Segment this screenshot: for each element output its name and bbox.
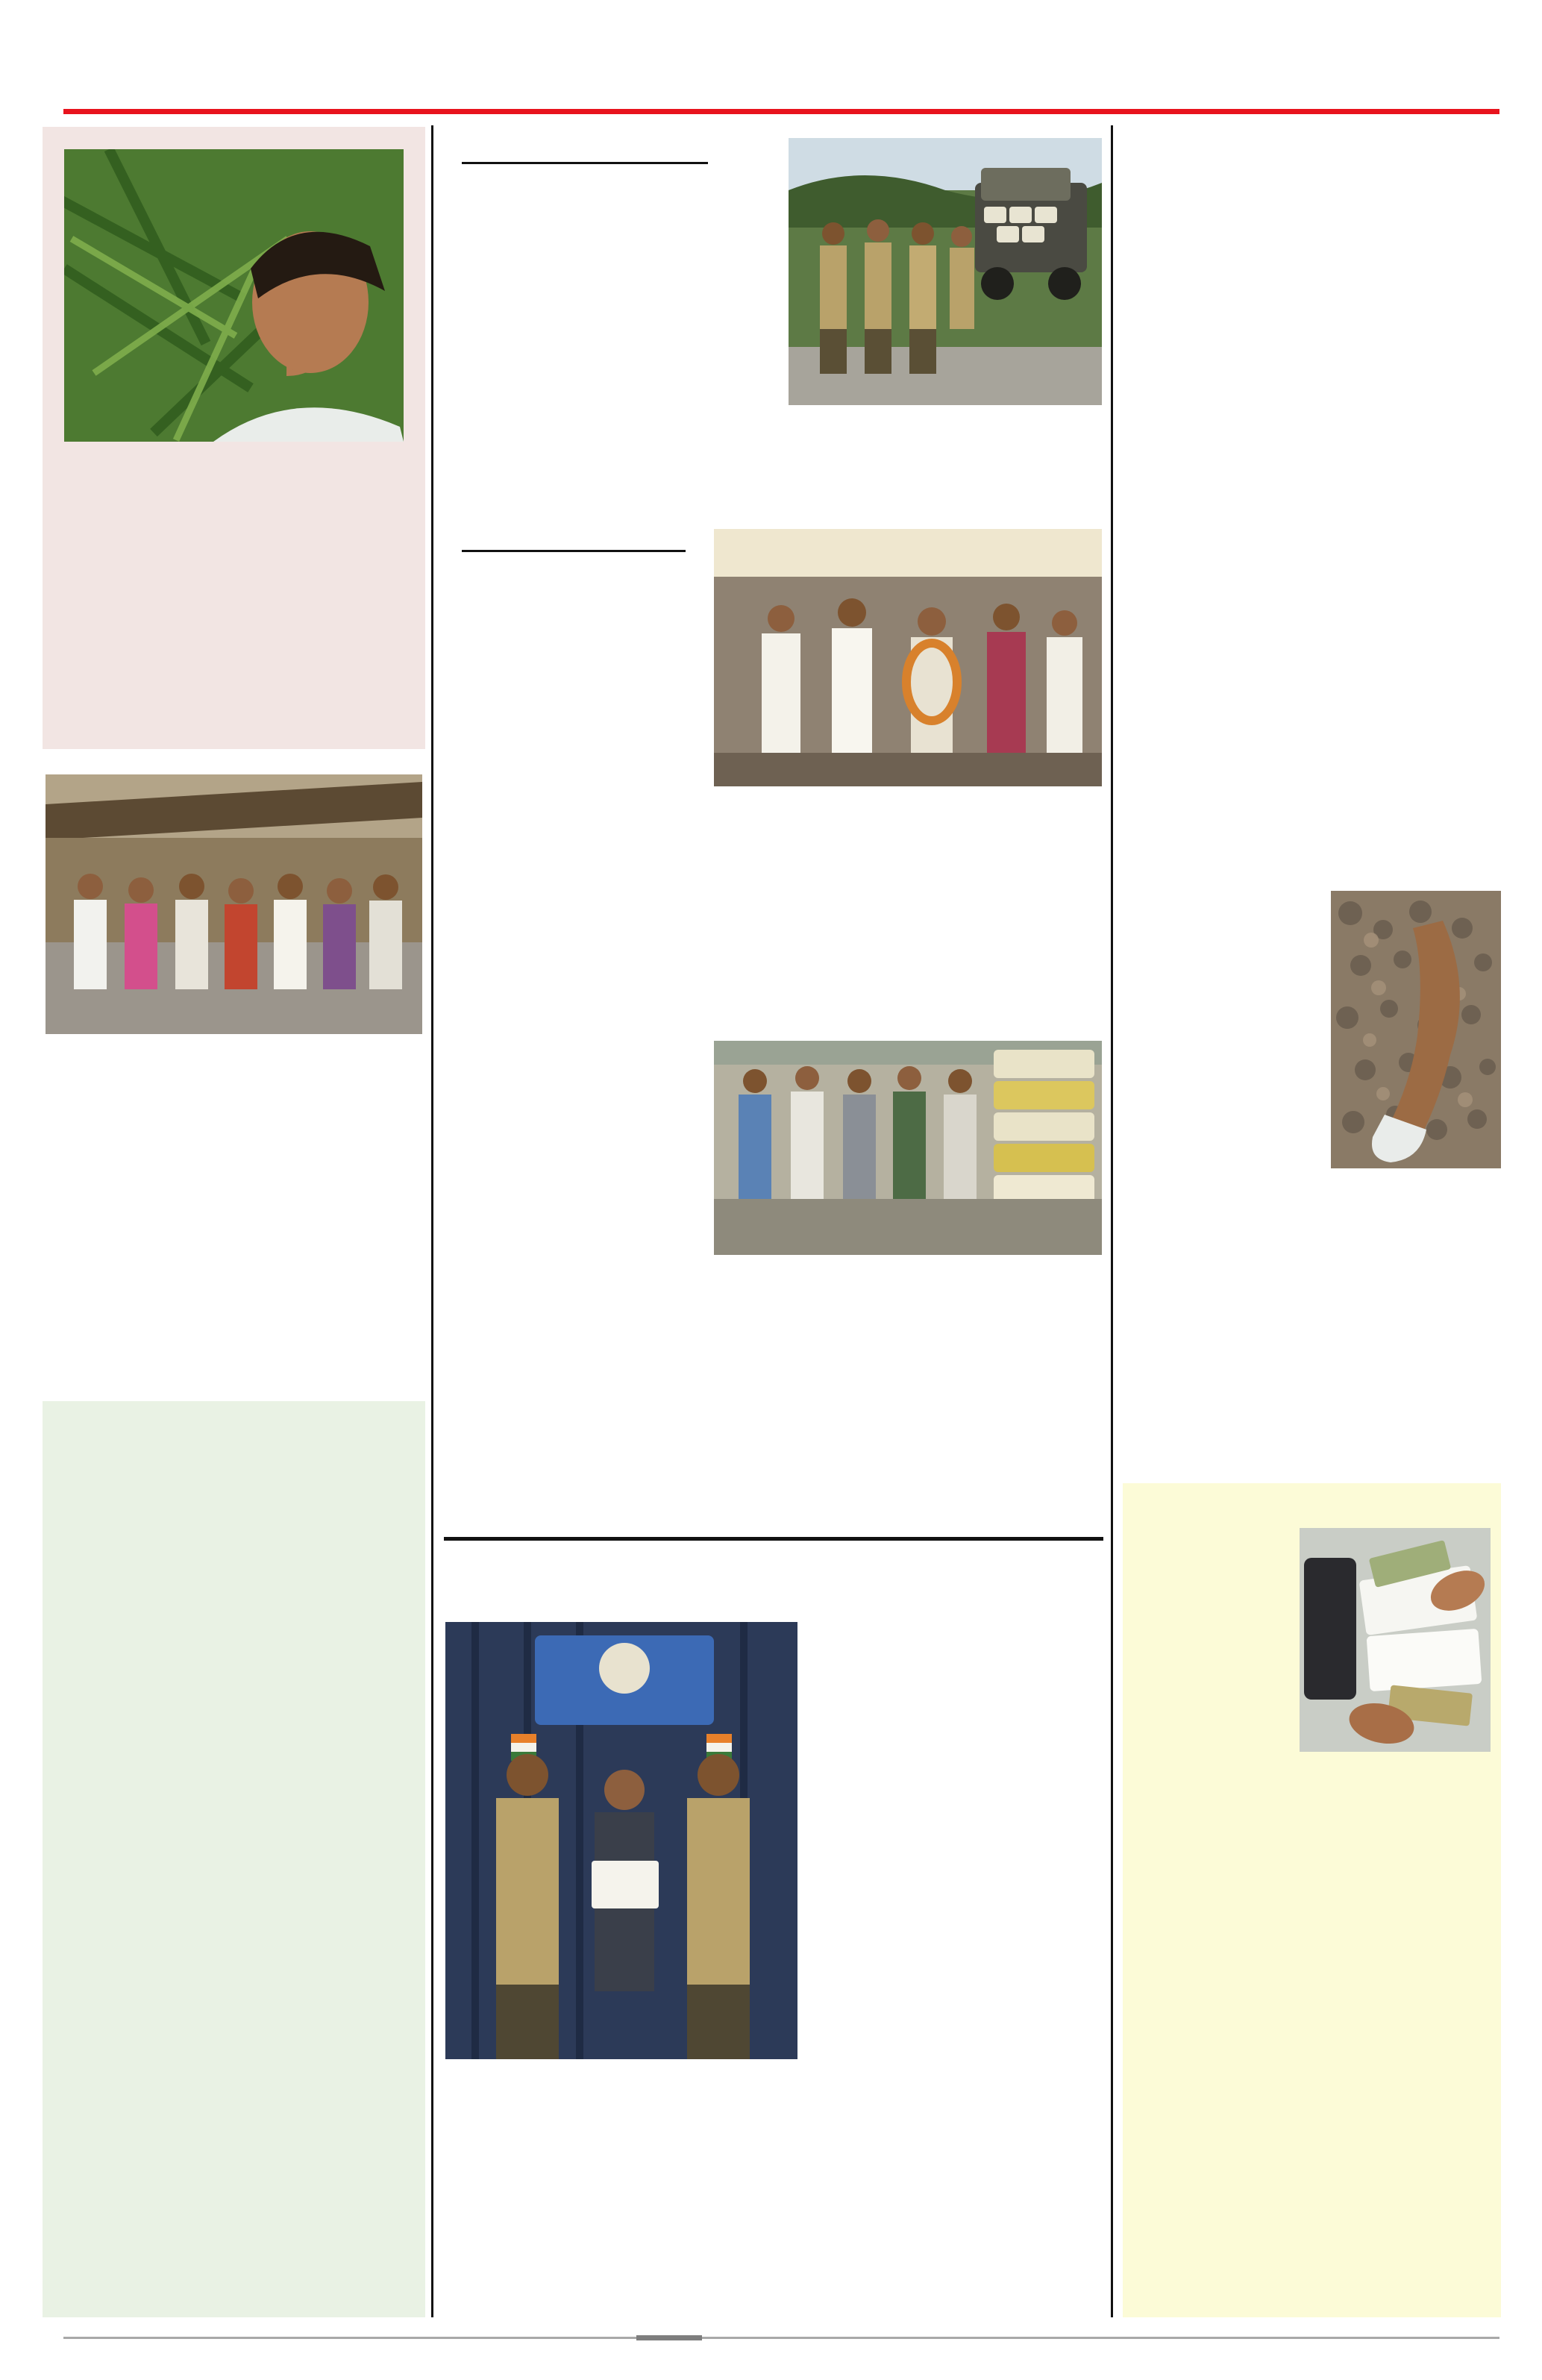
article-body-right [814,1706,1102,2314]
article-malleisham [444,519,1103,1033]
article-divider [444,1537,1103,1541]
missing-person-photo [64,149,404,442]
article-urea [444,138,1103,515]
column-divider [1111,125,1113,2317]
article-rowdy-sheeter [444,1553,1103,2317]
rail-track-photo [1331,891,1501,1168]
article-body [60,1432,407,2208]
article-pension [1123,1483,1501,2317]
byline [462,544,686,552]
byline [462,154,708,164]
rice-distribution-photo [46,774,422,1034]
felicitation-photo [714,529,1102,786]
article-rice-distribution [43,762,425,1386]
bottom-rule-segment [636,2335,702,2340]
pension-money-photo [1300,1528,1491,1752]
article-body-left [445,2076,797,2299]
article-rail-suicide [1123,870,1501,1476]
article-fertility-probe [43,1401,425,2317]
pd-act-photo [445,1622,797,2059]
article-transfers [1123,78,1501,867]
bottom-rule [63,2337,1499,2339]
article-body [43,1045,425,1280]
article-body [1123,90,1501,731]
byline [462,1054,693,1077]
article-salkunuru [444,1041,1103,1532]
article-missing-person [43,127,425,749]
fertilizer-inspection-photo [714,1041,1102,1255]
urea-checkpost-photo [789,138,1102,405]
article-body [59,455,409,616]
column-divider [431,125,433,2317]
